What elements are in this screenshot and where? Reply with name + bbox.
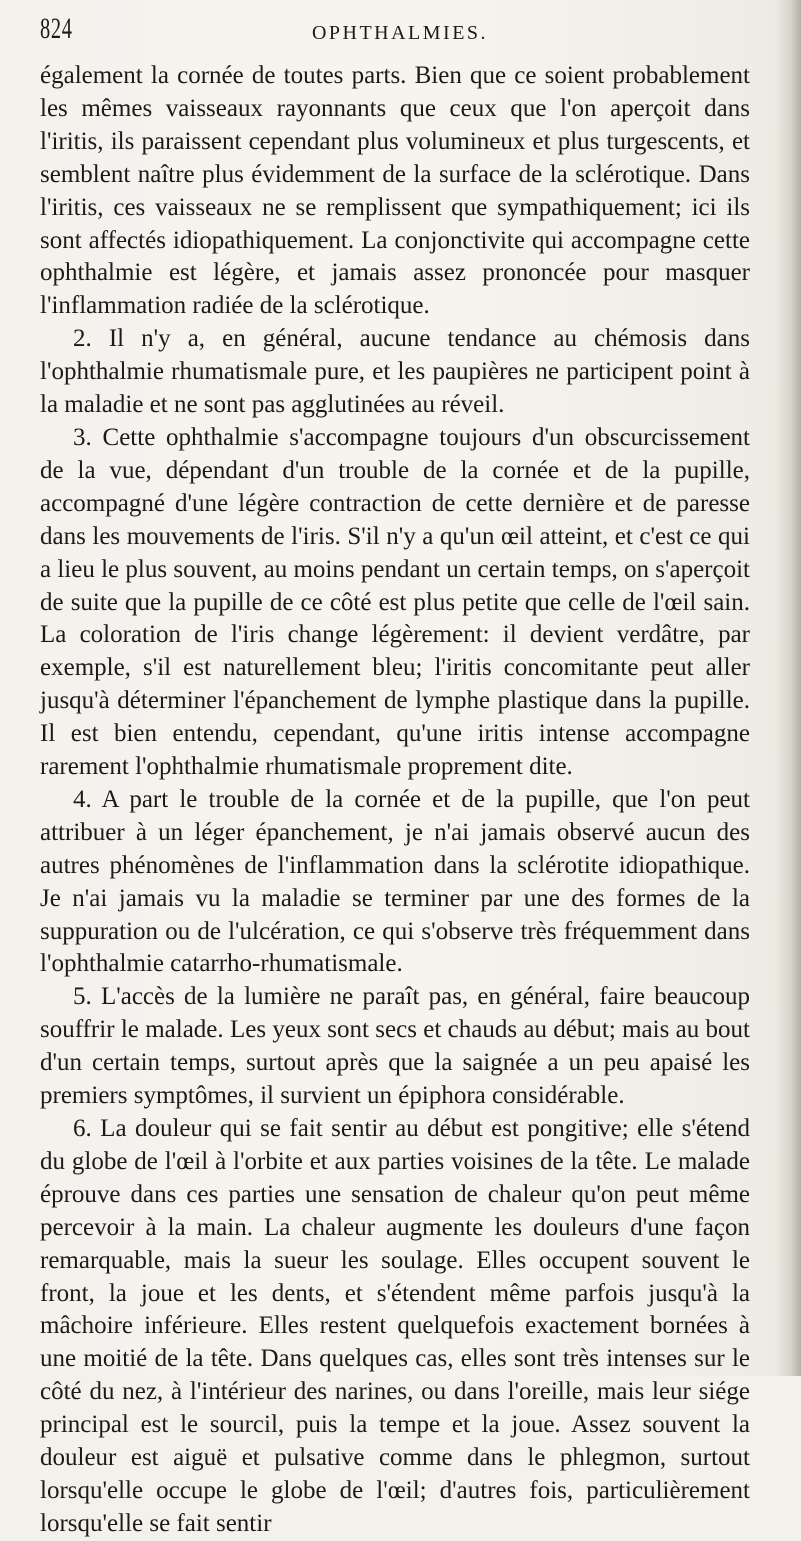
page-edge-shadow bbox=[775, 0, 801, 1376]
page-number: 824 bbox=[40, 12, 73, 45]
paragraph-4: 4. A part le trouble de la cornée et de la pupille, que l'on peut attribuer à un léger épanchement, je n'ai jamais observé aucun des autres phénomènes de l'inflammation dans la sclérotite idiopathique. Je n'ai jamais vu la maladie se terminer par une des formes de la suppuration ou de l'ulcération, ce qui s'observe très fréquemment dans l'ophthalmie catarrho-rhumatismale. bbox=[40, 785, 750, 978]
paragraph-continuation: également la cornée de toutes parts. Bien que ce soient probablement les mêmes vaisseaux rayonnants que ceux que l'on aperçoit dans l'iritis, ils paraissent cependant plus volumineux et plus turgescents, et semblent naître plus évidemment de la surface de la sclérotique. Dans l'iritis, ces vaisseaux ne se remplissent que sympathiquement; ici ils sont affectés idiopathiquement. La conjonctivite qui accompagne cette ophthalmie est légère, et jamais assez prononcée pour masquer l'inflammation radiée de la sclérotique. bbox=[40, 62, 750, 320]
paragraph-5: 5. L'accès de la lumière ne paraît pas, en général, faire beaucoup souffrir le malade. Les yeux sont secs et chauds au début; mais au bout d'un certain temps, surtout après que la saignée a un peu apaisé les premiers symptômes, il survient un épiphora considérable. bbox=[40, 983, 750, 1110]
running-title: OPHTHALMIES. bbox=[311, 22, 489, 44]
paragraph-3: 3. Cette ophthalmie s'accompagne toujours d'un obscurcissement de la vue, dépendant d'un trouble de la cornée et de la pupille, accompagné d'une légère contraction de cette dernière et de paresse dans les mouvements de l'iris. S'il n'y a qu'un œil atteint, et c'est ce qui a lieu le plus souvent, au moins pendant un certain temps, on s'aperçoit de suite que la pupille de ce côté est plus petite que celle de l'œil sain. La coloration de l'iris change légèrement: il devient verdâtre, par exemple, s'il est naturellement bleu; l'iritis concomitante peut aller jusqu'à déterminer l'épanchement de lymphe plastique dans la pupille. Il est bien entendu, cependant, qu'une iritis intense accompagne rarement l'ophthalmie rhumatismale proprement dite. bbox=[40, 423, 750, 781]
paragraph-2: 2. Il n'y a, en général, aucune tendance au chémosis dans l'ophthalmie rhumatismale pure, et les paupières ne participent point à la maladie et ne sont pas agglutinées au réveil. bbox=[40, 325, 750, 419]
body-text bbox=[40, 60, 750, 1541]
paragraph-6: 6. La douleur qui se fait sentir au début est pongitive; elle s'étend du globe de l'œil à l'orbite et aux parties voisines de la tête. Le malade éprouve dans ces parties une sensation de chaleur qu'on peut même percevoir à la main. La chaleur augmente les douleurs d'une façon remarquable, mais la sueur les soulage. Elles occupent souvent le front, la joue et les dents, et s'étendent même parfois jusqu'à la mâchoire inférieure. Elles restent quelquefois exactement bornées à une moitié de la tête. Dans quelques cas, elles sont très intenses sur le côté du nez, à l'intérieur des narines, ou dans l'oreille, mais leur siége principal est le sourcil, puis la tempe et la joue. Assez souvent la douleur est aiguë et pulsative comme dans le phlegmon, surtout lorsqu'elle occupe le globe de l'œil; d'autres fois, particulièrement lorsqu'elle se fait sentir bbox=[40, 1115, 750, 1537]
running-head bbox=[40, 8, 760, 48]
